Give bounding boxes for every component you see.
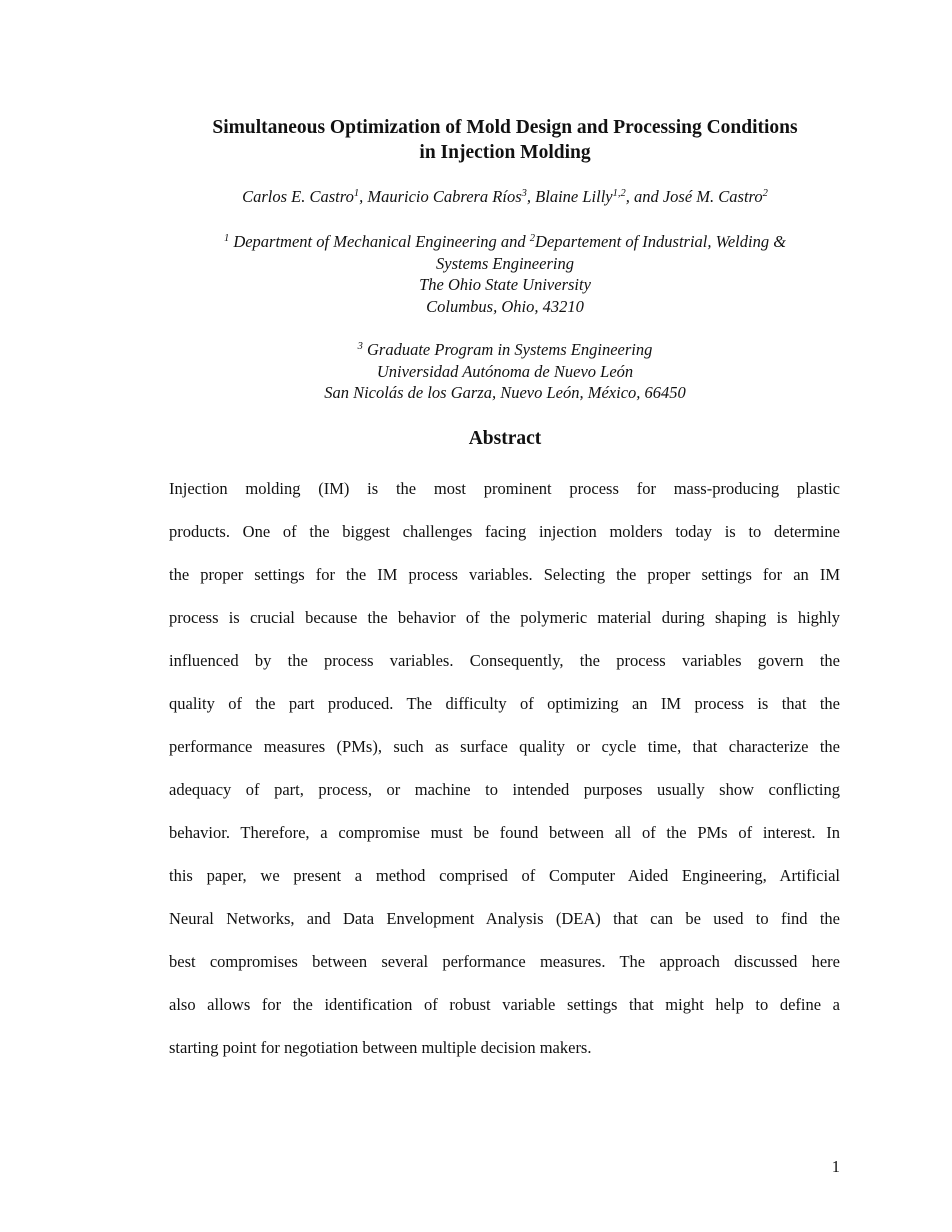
author-name: José M. Castro (662, 187, 763, 206)
abstract-line: behavior. Therefore, a compromise must be found between all of the PMs of interest. In (169, 823, 840, 842)
affiliation-text: Department of Mechanical Engineering and (229, 232, 530, 251)
abstract-line: Injection molding (IM) is the most prominent process for mass-producing plastic (169, 479, 840, 498)
abstract-line: best compromises between several performance measures. The approach discussed here (169, 952, 840, 971)
affiliation-text: Departement of Industrial, Welding & (535, 232, 787, 251)
abstract-line: adequacy of part, process, or machine to intended purposes usually show conflicting (169, 780, 840, 799)
title-line: Simultaneous Optimization of Mold Design and Processing Conditions (212, 117, 798, 138)
affiliation-line: Columbus, Ohio, 43210 (426, 296, 584, 316)
author-affiliation-mark: 2 (762, 188, 768, 199)
abstract-line: quality of the part produced. The difficulty of optimizing an IM process is that the (169, 694, 840, 713)
author-affiliation-mark: 1,2 (612, 188, 626, 199)
abstract-line: the proper settings for the IM process variables. Selecting the proper settings for an IM (169, 565, 840, 584)
abstract-body (169, 477, 840, 1079)
abstract-line: Neural Networks, and Data Envelopment Analysis (DEA) that can be used to find the (169, 909, 840, 928)
page-number: 1 (831, 1157, 840, 1176)
author-separator: , (526, 187, 536, 206)
author-name: Mauricio Cabrera Ríos (367, 187, 522, 206)
affiliation-mark: 3 (357, 341, 363, 352)
affiliation-line (100, 339, 910, 361)
affiliation-mark: 2 (529, 233, 536, 244)
abstract-line: performance measures (PMs), such as surface quality or cycle time, that characterize the (169, 737, 840, 756)
affiliation-line: Universidad Autónoma de Nuevo León (376, 361, 634, 381)
abstract-heading: Abstract (468, 428, 542, 449)
affiliation-block-1 (100, 231, 910, 317)
author-name: Carlos E. Castro (242, 187, 354, 206)
author-affiliation-mark: 3 (521, 188, 527, 199)
affiliation-mark: 1 (223, 233, 230, 244)
author-separator: , and (625, 187, 663, 206)
author-name: Blaine Lilly (535, 187, 613, 206)
abstract-line: influenced by the process variables. Consequently, the process variables govern the (169, 651, 840, 670)
author-list (100, 187, 910, 207)
abstract-line: products. One of the biggest challenges facing injection molders today is to determine (169, 522, 840, 541)
paper-title (160, 115, 850, 165)
affiliation-line: Systems Engineering (436, 253, 574, 273)
affiliation-text: Graduate Program in Systems Engineering (362, 340, 653, 359)
abstract-line: also allows for the identification of robust variable settings that might help to define a (169, 995, 840, 1014)
affiliation-line: San Nicolás de los Garza, Nuevo León, México, 66450 (324, 383, 686, 402)
author-separator: , (359, 187, 368, 206)
affiliation-block-2 (100, 339, 910, 404)
author-affiliation-mark: 1 (353, 188, 360, 199)
title-line: in Injection Molding (419, 142, 591, 163)
abstract-line: starting point for negotiation between multiple decision makers. (169, 1038, 592, 1057)
abstract-line: this paper, we present a method comprised of Computer Aided Engineering, Artificial (169, 866, 840, 885)
affiliation-line (100, 231, 910, 253)
abstract-line: process is crucial because the behavior of the polymeric material during shaping is highly (169, 608, 840, 627)
affiliation-line: The Ohio State University (419, 275, 591, 294)
